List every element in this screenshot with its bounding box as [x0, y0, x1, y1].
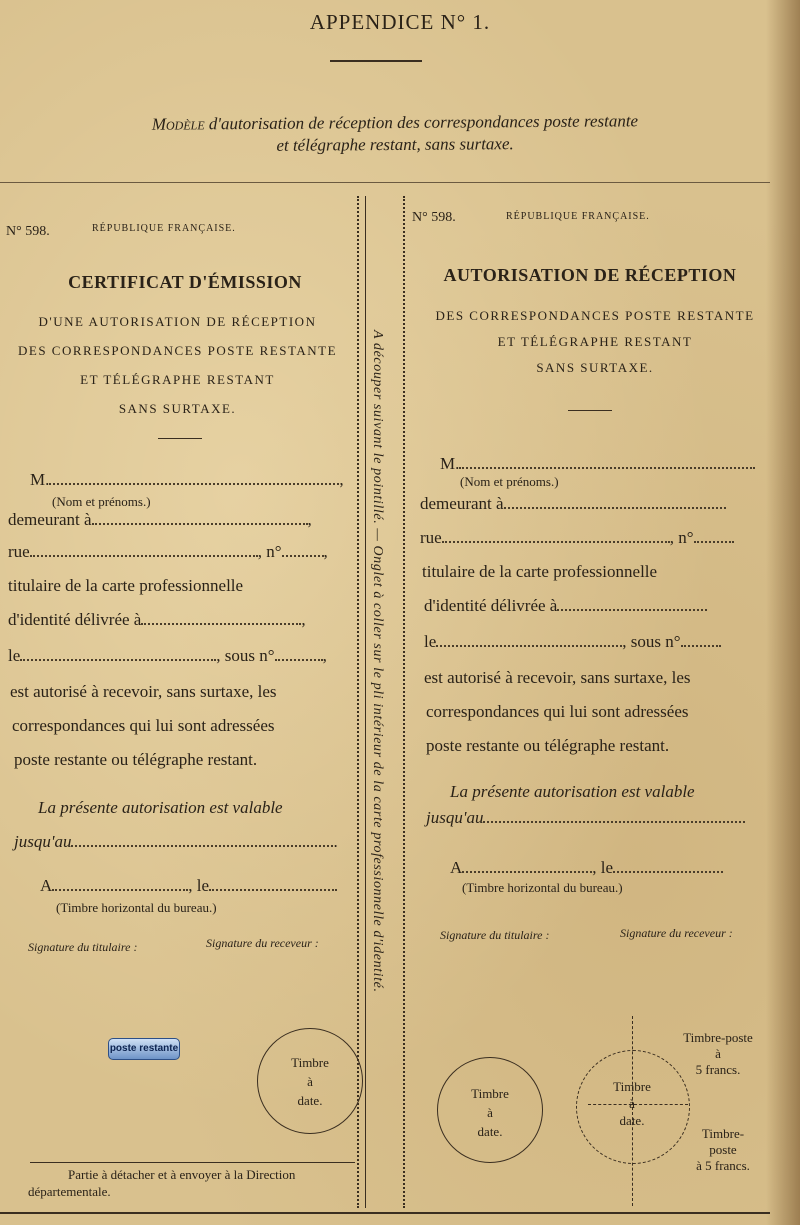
left-m-field: M. ,: [30, 470, 344, 489]
right-identite-field: [424, 596, 707, 616]
right-timbre-hint: (Timbre horizontal du bureau.): [462, 880, 623, 895]
right-poste: poste restante ou télégraphe restant.: [426, 736, 670, 755]
right-heading-sub: [415, 303, 775, 381]
right-date-stamp-line-1: Timbre: [471, 1086, 509, 1101]
left-poste: poste restante ou télégraphe restant.: [14, 750, 258, 769]
left-jusquau-label: jusqu'au: [14, 832, 72, 851]
right-no-blank[interactable]: [694, 537, 734, 543]
poste-restante-stamp: poste restante: [108, 1038, 180, 1060]
right-le-field: le , sous n°: [424, 632, 721, 652]
right-heading: AUTORISATION DE RÉCEPTION: [443, 265, 737, 285]
subtitle-line1: d'autorisation de réception des correspondances poste restante: [208, 111, 639, 134]
right-republic: RÉPUBLIQUE FRANÇAISE.: [506, 211, 650, 222]
left-no-blank[interactable]: [282, 551, 324, 557]
left-sous-no-label: sous n°: [224, 646, 275, 665]
left-sig-receveur[interactable]: Signature du receveur :: [206, 936, 319, 950]
left-footer-rule: [30, 1162, 355, 1163]
left-form-number: N° 598.: [6, 224, 50, 239]
right-jusquau-blank[interactable]: [483, 817, 745, 823]
subtitle-line2: et télégraphe restant, sans surtaxe.: [276, 134, 514, 155]
left-identite-label: d'identité délivrée à: [8, 610, 142, 629]
right-no-label: n°: [678, 528, 694, 547]
right-a-blank[interactable]: [462, 867, 592, 873]
timbre-poste-top-line-2: à: [715, 1046, 721, 1061]
right-le-blank[interactable]: [436, 641, 622, 647]
right-sous-no-blank[interactable]: [681, 641, 721, 647]
right-sig-titulaire[interactable]: Signature du titulaire :: [440, 928, 550, 942]
left-correspondances: correspondances qui lui sont adressées: [12, 716, 275, 735]
left-timbre-hint: (Timbre horizontal du bureau.): [56, 900, 217, 915]
top-rule: [0, 182, 770, 183]
timbre-poste-top-line-1: Timbre-poste: [683, 1030, 753, 1045]
right-rue-blank[interactable]: [442, 537, 670, 543]
left-a-blank[interactable]: [52, 885, 188, 891]
right-jusquau-label: jusqu'au: [426, 808, 484, 827]
right-demeurant-field: [420, 494, 726, 514]
left-date-stamp-line-1: Timbre: [291, 1055, 329, 1070]
right-sous-no-label: sous n°: [630, 632, 681, 651]
timbre-poste-bottom-line-3: à 5 francs.: [696, 1158, 750, 1173]
left-date-stamp-line-2: à: [307, 1074, 313, 1089]
left-titulaire: titulaire de la carte professionnelle: [8, 576, 244, 595]
left-demeurant-blank[interactable]: [92, 519, 308, 525]
left-sub-line-1: D'UNE AUTORISATION DE RÉCEPTION: [38, 314, 317, 329]
right-dashed-stamp-text: [582, 1078, 682, 1129]
right-a-field: A , le: [450, 858, 723, 878]
right-sub-line-3: SANS SURTAXE.: [536, 360, 654, 375]
left-date-stamp-circle: [257, 1028, 363, 1134]
left-rue-blank[interactable]: [30, 551, 258, 557]
right-dashed-stamp-line-2: à: [629, 1096, 635, 1111]
subtitle-lead: Modèle: [151, 114, 205, 134]
right-correspondances: correspondances qui lui sont adressées: [426, 702, 689, 721]
left-jusquau-field: jusqu'au .: [14, 832, 338, 851]
timbre-poste-top: [668, 1030, 768, 1078]
left-demeurant-field: demeurant à ,: [8, 510, 312, 529]
left-sub-line-2: DES CORRESPONDANCES POSTE RESTANTE: [17, 343, 338, 358]
left-le2-label: le: [196, 876, 210, 895]
right-short-rule: [568, 410, 612, 411]
right-date-stamp-circle: [437, 1057, 543, 1163]
left-footer-note: Partie à détacher et à envoyer à la Direction départementale.: [28, 1167, 296, 1199]
left-demeurant-label: demeurant à: [8, 510, 92, 529]
left-heading: CERTIFICAT D'ÉMISSION: [68, 272, 302, 292]
left-identite-blank[interactable]: [141, 619, 301, 625]
right-demeurant-blank[interactable]: [504, 503, 726, 509]
left-rue-field: rue , n° ,: [8, 542, 328, 561]
timbre-poste-bottom-line-2: poste: [709, 1142, 737, 1157]
appendix-title: APPENDICE N° 1.: [309, 10, 491, 34]
right-demeurant-label: demeurant à: [420, 494, 504, 513]
left-jusquau-blank[interactable]: [71, 841, 333, 847]
timbre-poste-top-line-3: 5 francs.: [695, 1062, 741, 1077]
right-le2-label: le: [600, 858, 614, 877]
timbre-poste-bottom-line-1: Timbre-: [701, 1126, 745, 1141]
right-identite-blank[interactable]: [557, 605, 707, 611]
document-subtitle: [40, 110, 750, 159]
left-name-hint: (Nom et prénoms.): [52, 494, 151, 509]
cut-instructions: A découper suivant le pointillé. — Onglet à coller sur le pli intérieur de la carte professionnelle d'identité.: [370, 330, 385, 993]
right-titulaire: titulaire de la carte professionnelle: [422, 562, 658, 581]
right-autorise: est autorisé à recevoir, sans surtaxe, les: [424, 668, 691, 687]
cut-dotted-line-right: [403, 196, 405, 1208]
left-sub-line-3: ET TÉLÉGRAPHE RESTANT: [80, 372, 275, 387]
right-rue-field: rue , n°: [420, 528, 734, 548]
left-sig-titulaire[interactable]: Signature du titulaire :: [28, 940, 138, 954]
right-jusquau-field: [426, 808, 745, 828]
left-sub-line-4: SANS SURTAXE.: [118, 401, 237, 416]
right-form-number: N° 598.: [412, 210, 456, 225]
left-identite-field: d'identité délivrée à ,: [8, 610, 306, 629]
right-m-label: M.: [440, 454, 460, 473]
right-date-stamp-line-2: à: [487, 1105, 493, 1120]
left-le-blank[interactable]: [20, 655, 216, 661]
left-a-label: A: [40, 876, 53, 895]
left-a-field: A , le: [40, 876, 337, 896]
left-le-label: le: [8, 646, 21, 665]
left-sous-no-blank[interactable]: [275, 655, 323, 661]
left-rue-label: rue: [8, 542, 30, 561]
right-le-label: le: [424, 632, 437, 651]
right-name-blank[interactable]: [459, 463, 755, 469]
timbre-poste-bottom: [678, 1126, 768, 1174]
right-date-stamp-line-3: date.: [477, 1124, 503, 1139]
left-no-label: n°: [266, 542, 282, 561]
bottom-rule: [0, 1212, 770, 1214]
right-dashed-stamp-line-1: Timbre: [613, 1079, 651, 1094]
left-short-rule: [158, 438, 202, 439]
right-sig-receveur[interactable]: Signature du receveur :: [620, 926, 733, 940]
left-valable: La présente autorisation est valable: [38, 798, 283, 817]
right-a-label: A: [450, 858, 463, 877]
right-valable: La présente autorisation est valable: [450, 782, 695, 801]
title-rule: [330, 60, 422, 62]
right-sub-line-1: DES CORRESPONDANCES POSTE RESTANTE: [435, 308, 755, 323]
right-m-field: [440, 454, 755, 474]
right-identite-label: d'identité délivrée à: [424, 596, 558, 615]
page-edge-shadow: [766, 0, 800, 1225]
right-name-hint: (Nom et prénoms.): [460, 474, 559, 489]
left-le-field: le , sous n° ,: [8, 646, 327, 665]
left-date-stamp-line-3: date.: [297, 1093, 323, 1108]
right-sub-line-2: ET TÉLÉGRAPHE RESTANT: [497, 334, 693, 349]
right-le2-blank[interactable]: [613, 867, 723, 873]
left-m-label: M.: [30, 470, 50, 489]
right-rue-label: rue: [420, 528, 442, 547]
left-le2-blank[interactable]: [209, 885, 337, 891]
left-heading-sub: [0, 307, 355, 423]
left-autorise: est autorisé à recevoir, sans surtaxe, les: [10, 682, 277, 701]
right-dashed-stamp-line-3: date.: [619, 1113, 645, 1128]
left-name-blank[interactable]: [49, 479, 339, 485]
left-republic: RÉPUBLIQUE FRANÇAISE.: [92, 223, 236, 234]
